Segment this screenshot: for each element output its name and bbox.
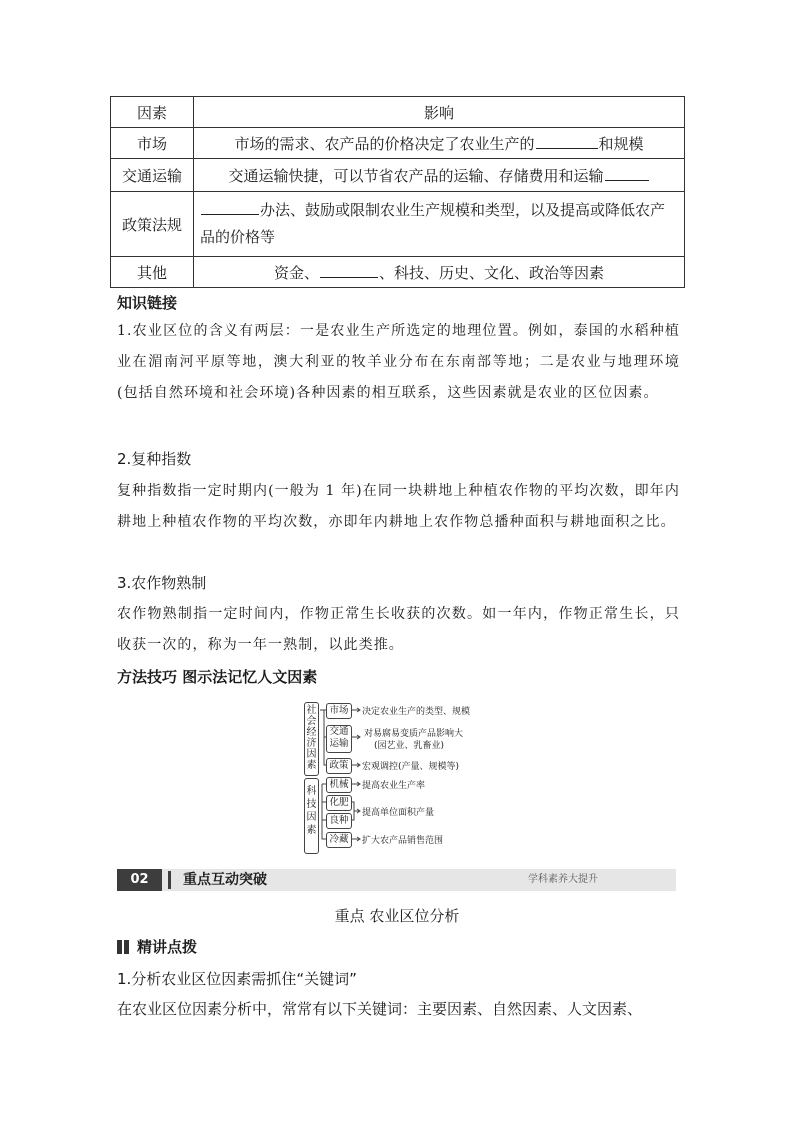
knowledge-item-3-title: 3.农作物熟制 bbox=[117, 574, 207, 592]
text-part: 市场的需求、农产品的价格决定了农业生产的 bbox=[234, 134, 535, 153]
header-factor: 因素 bbox=[111, 97, 194, 128]
section-title: 重点互动突破 bbox=[183, 872, 267, 888]
knowledge-item-2-title: 2.复种指数 bbox=[117, 450, 192, 468]
text-part: 交通运输快捷，可以节省农产品的运输、存储费用和运输 bbox=[228, 166, 604, 185]
factor-fertilizer: 化肥 bbox=[326, 795, 352, 811]
table-row bbox=[111, 192, 685, 257]
knowledge-item-3-text: 农作物熟制指一定时间内，作物正常生长收获的次数。如一年内，作物正常生长，只收获一次的，称为一年一熟制，以此类推。 bbox=[117, 606, 680, 653]
factor-cell: 其他 bbox=[111, 257, 194, 288]
human-factor-diagram bbox=[296, 698, 506, 850]
fill-blank[interactable] bbox=[605, 179, 649, 181]
influence-cell bbox=[194, 192, 685, 257]
group-technology: 科技因素 bbox=[304, 778, 319, 854]
desc-transport-1: 对易腐易变质产品影响大 bbox=[364, 729, 464, 739]
influence-cell bbox=[194, 159, 685, 192]
table-row bbox=[111, 257, 685, 288]
table-row bbox=[111, 128, 685, 159]
factor-market: 市场 bbox=[326, 703, 352, 719]
section-number: 02 bbox=[117, 869, 162, 891]
text-part: 办法、鼓励或限制农业生产规模和类型，以及提高或降低农产品的价格等 bbox=[200, 201, 666, 246]
factor-cell: 交通运输 bbox=[111, 159, 194, 192]
text-part: 资金、 bbox=[273, 263, 319, 282]
influence-cell bbox=[194, 128, 685, 159]
fill-blank[interactable] bbox=[201, 213, 259, 215]
fill-blank[interactable] bbox=[536, 147, 598, 149]
factor-table bbox=[110, 96, 685, 288]
desc-policy: 宏观调控(产量、规模等) bbox=[362, 762, 460, 772]
factor-transport: 交通运输 bbox=[326, 725, 352, 753]
text-part: 和规模 bbox=[598, 134, 644, 153]
focus-heading: 重点 农业区位分析 bbox=[334, 907, 460, 925]
banner-divider bbox=[168, 871, 171, 889]
section-tag: 学科素养大提升 bbox=[528, 874, 598, 885]
desc-market: 决定农业生产的类型、规模 bbox=[362, 707, 471, 717]
fill-blank[interactable] bbox=[320, 276, 378, 278]
desc-yield: 提高单位面积产量 bbox=[362, 808, 435, 818]
text-part: 、科技、历史、文化、政治等因素 bbox=[379, 263, 605, 282]
table-row bbox=[111, 159, 685, 192]
knowledge-item-1: 1.农业区位的含义有两层：一是农业生产所选定的地理位置。例如，泰国的水稻种植业在湄南河平原等地，澳大利亚的牧羊业分布在东南部等地；二是农业与地理环境(包括自然环境和社会环境)各种因素的相互联系，这些因素就是农业的区位因素。 bbox=[117, 323, 680, 401]
factor-machinery: 机械 bbox=[326, 777, 352, 793]
factor-seed: 良种 bbox=[326, 813, 352, 829]
point-1-title: 1.分析农业区位因素需抓住“关键词” bbox=[117, 970, 357, 988]
method-heading: 方法技巧 图示法记忆人文因素 bbox=[117, 668, 318, 686]
section-banner bbox=[117, 869, 676, 891]
subsection-label: 精讲点拨 bbox=[137, 938, 198, 956]
desc-transport-2: (园艺业、乳畜业) bbox=[374, 741, 445, 751]
table-header-row bbox=[111, 97, 685, 128]
factor-refrigeration: 冷藏 bbox=[326, 832, 352, 848]
knowledge-item-2-text: 复种指数指一定时期内(一般为 1 年)在同一块耕地上种植农作物的平均次数，即年内耕地上种植农作物的平均次数，亦即年内耕地上农作物总播种面积与耕地面积之比。 bbox=[117, 483, 680, 530]
point-1-text: 在农业区位因素分析中，常常有以下关键词：主要因素、自然因素、人文因素、 bbox=[117, 1000, 643, 1018]
group-socio-economic: 社会经济因素 bbox=[304, 702, 319, 776]
section-marker-icon bbox=[117, 940, 131, 954]
knowledge-heading: 知识链接 bbox=[117, 294, 178, 312]
subsection-heading bbox=[117, 934, 680, 961]
factor-policy: 政策 bbox=[326, 758, 352, 774]
header-influence: 影响 bbox=[194, 97, 685, 128]
factor-cell: 政策法规 bbox=[111, 192, 194, 257]
influence-cell bbox=[194, 257, 685, 288]
desc-machinery: 提高农业生产率 bbox=[362, 781, 426, 791]
factor-cell: 市场 bbox=[111, 128, 194, 159]
desc-refrigeration: 扩大农产品销售范围 bbox=[362, 836, 444, 846]
